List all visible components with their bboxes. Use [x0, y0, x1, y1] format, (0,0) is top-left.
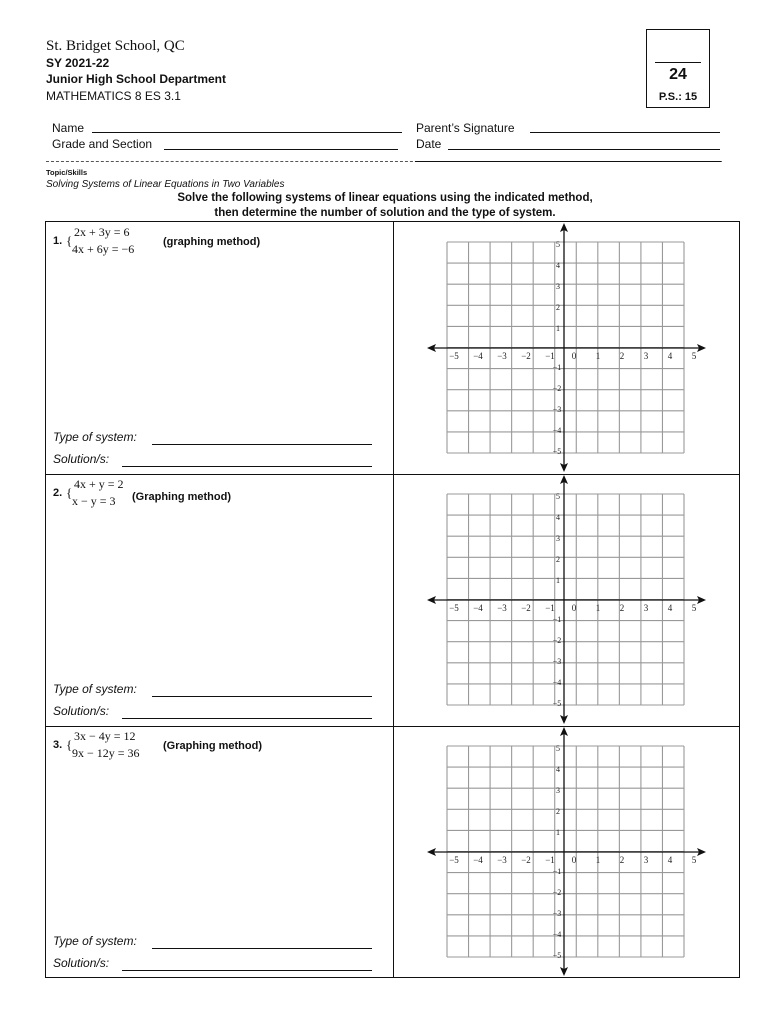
x-tick-label: −2: [521, 351, 531, 361]
solution-label: Solution/s:: [53, 956, 110, 970]
y-tick-label: −1: [552, 867, 562, 876]
y-tick-label: −4: [552, 678, 562, 687]
type-of-system-label: Type of system:: [53, 934, 137, 948]
x-tick-label: −5: [449, 603, 459, 613]
x-tick-label: 0: [571, 855, 577, 865]
y-tick-label: 5: [556, 492, 560, 501]
instruction-line-2: then determine the number of solution and the type of system.: [214, 207, 556, 219]
x-tick-label: −3: [497, 603, 507, 613]
equation-2: x − y = 3: [72, 494, 116, 508]
x-tick-label: −4: [473, 855, 483, 865]
x-tick-label: −3: [497, 351, 507, 361]
x-tick-label: 5: [691, 855, 697, 865]
x-tick-label: −1: [545, 351, 555, 361]
y-tick-label: −1: [552, 615, 562, 624]
solution-field[interactable]: [122, 466, 372, 467]
date-label: Date: [416, 137, 442, 151]
coordinate-plane-2[interactable]: [394, 474, 739, 726]
y-tick-label: 3: [556, 282, 560, 291]
y-tick-label: −2: [552, 888, 562, 897]
type-of-system-label: Type of system:: [53, 430, 137, 444]
x-tick-label: −5: [449, 855, 459, 865]
type-of-system-field[interactable]: [152, 444, 372, 445]
equation-2: 9x − 12y = 36: [72, 746, 140, 760]
y-tick-label: 2: [556, 303, 560, 312]
type-of-system-field[interactable]: [152, 948, 372, 949]
method-label: (Graphing method): [132, 491, 231, 503]
y-tick-label: 5: [556, 240, 560, 249]
parent-signature-field[interactable]: [530, 132, 720, 133]
x-tick-label: 0: [571, 603, 577, 613]
x-tick-label: −2: [521, 855, 531, 865]
x-tick-label: −1: [545, 603, 555, 613]
instruction-line-1: Solve the following systems of linear equations using the indicated method,: [177, 192, 593, 204]
x-tick-label: −1: [545, 855, 555, 865]
x-tick-label: −4: [473, 351, 483, 361]
x-tick-label: −5: [449, 351, 459, 361]
y-tick-label: −1: [552, 363, 562, 372]
grade-section-label: Grade and Section: [52, 137, 153, 151]
solution-label: Solution/s:: [53, 452, 110, 466]
y-tick-label: 1: [556, 828, 560, 837]
x-tick-label: 4: [667, 351, 673, 361]
y-tick-label: −3: [552, 657, 562, 666]
y-tick-label: 1: [556, 576, 560, 585]
y-tick-label: 4: [556, 261, 560, 270]
method-label: (graphing method): [163, 236, 261, 248]
x-tick-label: 2: [619, 351, 625, 361]
x-tick-label: 0: [571, 351, 577, 361]
y-tick-label: 4: [556, 513, 560, 522]
x-tick-label: −3: [497, 855, 507, 865]
y-tick-label: −4: [552, 426, 562, 435]
school-name: St. Bridget School, QC: [46, 38, 185, 54]
score-value: 24: [669, 66, 687, 83]
type-of-system-label: Type of system:: [53, 682, 137, 696]
y-tick-label: −3: [552, 405, 562, 414]
coordinate-plane-3[interactable]: [394, 726, 739, 978]
school-year: SY 2021-22: [46, 56, 110, 70]
x-tick-label: 3: [643, 855, 649, 865]
equation-1: 3x − 4y = 12: [74, 729, 136, 743]
problem-3: [46, 726, 393, 978]
problem-number: 3.: [53, 739, 63, 751]
name-label: Name: [52, 121, 85, 135]
problem-1: [46, 222, 393, 474]
solution-label: Solution/s:: [53, 704, 110, 718]
y-tick-label: 3: [556, 534, 560, 543]
course-title: MATHEMATICS 8 ES 3.1: [46, 89, 181, 103]
x-tick-label: 5: [691, 603, 697, 613]
department: Junior High School Department: [46, 72, 227, 86]
x-tick-label: 4: [667, 603, 673, 613]
y-tick-label: 4: [556, 765, 560, 774]
x-tick-label: 2: [619, 603, 625, 613]
problem-number: 1.: [53, 235, 63, 247]
method-label: (Graphing method): [163, 740, 262, 752]
x-tick-label: 2: [619, 855, 625, 865]
x-tick-label: 1: [595, 855, 601, 865]
problem-number: 2.: [53, 487, 63, 499]
x-tick-label: 1: [595, 351, 601, 361]
parent-signature-label: Parent’s Signature: [416, 121, 515, 135]
y-tick-label: 2: [556, 555, 560, 564]
x-tick-label: −4: [473, 603, 483, 613]
x-tick-label: 3: [643, 351, 649, 361]
brace-symbol: {: [66, 737, 73, 752]
grade-section-field[interactable]: [164, 149, 398, 150]
type-of-system-field[interactable]: [152, 696, 372, 697]
divider-solid: [415, 161, 721, 162]
equation-1: 2x + 3y = 6: [74, 225, 130, 239]
x-tick-label: 3: [643, 603, 649, 613]
x-tick-label: 1: [595, 603, 601, 613]
y-tick-label: 3: [556, 786, 560, 795]
brace-symbol: {: [66, 233, 73, 248]
y-tick-label: 2: [556, 807, 560, 816]
x-tick-label: 5: [691, 351, 697, 361]
brace-symbol: {: [66, 485, 73, 500]
y-tick-label: −2: [552, 384, 562, 393]
x-tick-label: 4: [667, 855, 673, 865]
perfect-score: P.S.: 15: [658, 91, 698, 103]
problems-table: [45, 221, 740, 978]
y-tick-label: −4: [552, 930, 562, 939]
y-tick-label: −3: [552, 909, 562, 918]
problem-2: [46, 474, 393, 726]
y-tick-label: −5: [552, 699, 562, 708]
topic-text: Solving Systems of Linear Equations in Two Variables: [46, 179, 285, 190]
solution-field[interactable]: [122, 718, 372, 719]
y-tick-label: −2: [552, 636, 562, 645]
y-tick-label: 5: [556, 744, 560, 753]
date-field[interactable]: [448, 149, 720, 150]
y-tick-label: −5: [552, 447, 562, 456]
y-tick-label: 1: [556, 324, 560, 333]
score-box: [646, 29, 710, 108]
equation-1: 4x + y = 2: [74, 477, 124, 491]
equation-2: 4x + 6y = −6: [72, 242, 135, 256]
coordinate-plane-1[interactable]: [394, 222, 739, 474]
topic-label: Topic/Skills: [46, 168, 88, 177]
y-tick-label: −5: [552, 951, 562, 960]
name-field[interactable]: [92, 132, 402, 133]
solution-field[interactable]: [122, 970, 372, 971]
x-tick-label: −2: [521, 603, 531, 613]
